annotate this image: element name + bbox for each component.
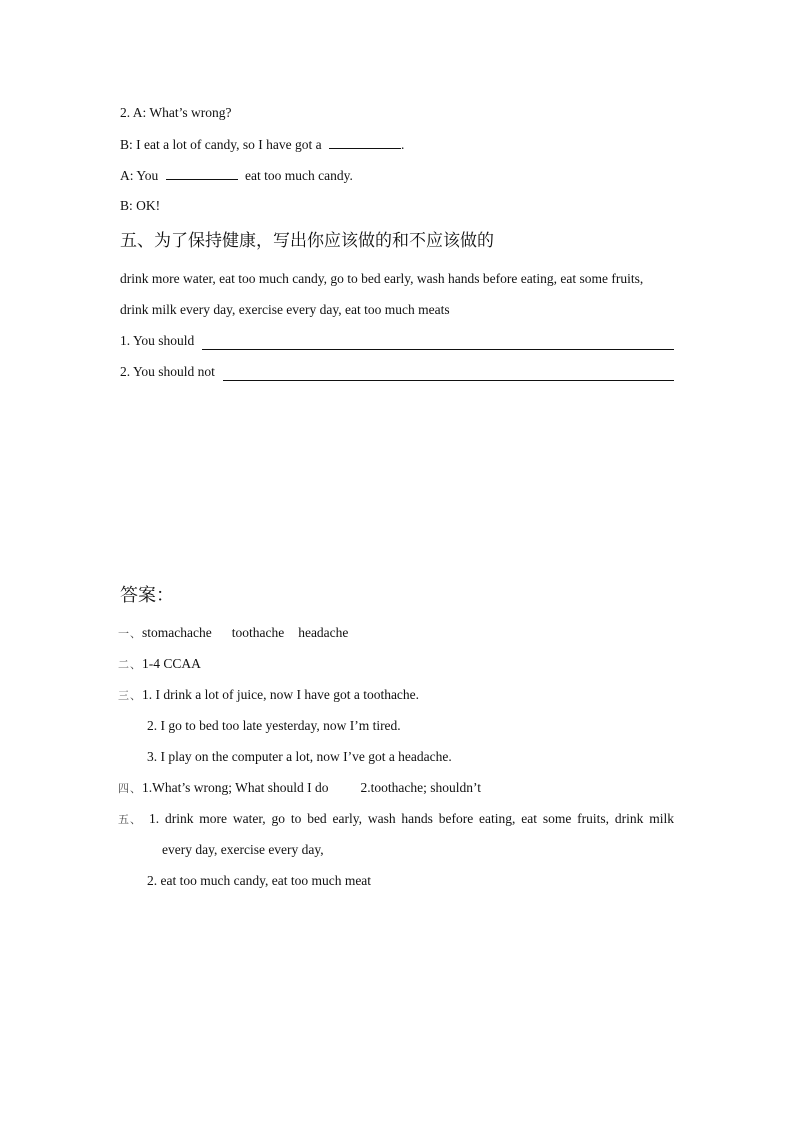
dialogue-line-c-text: A: You (120, 168, 159, 183)
answer-5-number: 五、 (118, 813, 142, 826)
answer-5-line-1-word: to (290, 811, 302, 826)
word-bank-line-2: drink milk every day, exercise every day, eat too much meats (120, 302, 450, 317)
answer-5-line-1-word: wash (367, 811, 396, 826)
dialogue-line-d: B: OK! (120, 198, 161, 213)
question-should (120, 332, 674, 350)
answer-5-line-1-word: before (438, 811, 474, 826)
answer-4-number: 四、 (118, 782, 142, 795)
word-bank-line-1: drink more water, eat too much candy, go to bed early, wash hands before eating, eat some fruits, (120, 271, 644, 286)
dialogue-line-c-end: eat too much candy. (245, 168, 353, 183)
dialogue-line-b-text: B: I eat a lot of candy, so I have got a (120, 137, 322, 152)
answer-blank-2[interactable] (166, 166, 238, 180)
answer-2-text: 1-4 CCAA (142, 656, 201, 671)
answer-5-line-1-word: water, (232, 811, 266, 826)
answer-5-line-3: 2. eat too much candy, eat too much meat (147, 873, 372, 888)
answer-5-line-2: every day, exercise every day, (162, 842, 324, 857)
answer-2-number: 二、 (118, 658, 142, 671)
answer-5-line-1-word: more (199, 811, 228, 826)
question-should-not (120, 363, 674, 381)
answer-3-number: 三、 (118, 689, 142, 702)
section5-heading: 五、为了保持健康，写出你应该做的和不应该做的 (120, 231, 494, 251)
answer-1-number: 一、 (118, 627, 142, 640)
question-should-label: 1. You should (120, 333, 195, 348)
answer-4-part-2: 2.toothache; shouldn’t (360, 780, 481, 795)
answer-5-line-1-word: drink (614, 811, 644, 826)
answer-3-line-1: 1. I drink a lot of juice, now I have got a toothache. (142, 687, 420, 702)
answer-5-line-1-word: early, (332, 811, 362, 826)
dialogue-line-c (120, 166, 353, 185)
dialogue-line-b (120, 135, 404, 154)
answer-5-line-1-word: 1. (149, 811, 160, 826)
answer-5-number-wrap (118, 810, 142, 829)
answer-5-line-1-word: eat (521, 811, 537, 826)
dialogue-line-b-end: . (400, 137, 405, 152)
answers-title: 答案： (120, 585, 174, 606)
answer-5-line-1-word: drink (164, 811, 194, 826)
answer-1-word-1: stomachache (142, 625, 212, 640)
question-should-not-label: 2. You should not (120, 364, 215, 379)
answer-5-line-1-word: fruits, (577, 811, 610, 826)
answer-1-word-2: toothache (231, 625, 285, 640)
answer-3-line-3: 3. I play on the computer a lot, now I’ve got a headache. (147, 749, 452, 764)
answer-5-line-1-word: bed (307, 811, 327, 826)
answer-5-line-1-word: eating, (479, 811, 516, 826)
answer-line-should[interactable] (202, 336, 674, 350)
answer-5-line-1-word: milk (649, 811, 674, 826)
answer-blank-1[interactable] (329, 135, 401, 149)
answer-5-line-1-word: go (271, 811, 286, 826)
dialogue-line-a: 2. A: What’s wrong? (120, 105, 232, 120)
answer-5-line-1-word: some (542, 811, 572, 826)
answer-1 (118, 624, 348, 643)
answer-2 (118, 655, 201, 674)
answer-3-line-2: 2. I go to bed too late yesterday, now I’m tired. (147, 718, 401, 733)
answer-line-should-not[interactable] (223, 367, 674, 381)
answer-4-part-1: 1.What’s wrong; What should I do (142, 780, 329, 795)
answer-3 (118, 686, 419, 705)
answer-4 (118, 779, 481, 798)
answer-5-line-1 (149, 810, 674, 828)
answer-1-word-3: headache (298, 625, 349, 640)
answer-5-line-1-word: hands (401, 811, 433, 826)
